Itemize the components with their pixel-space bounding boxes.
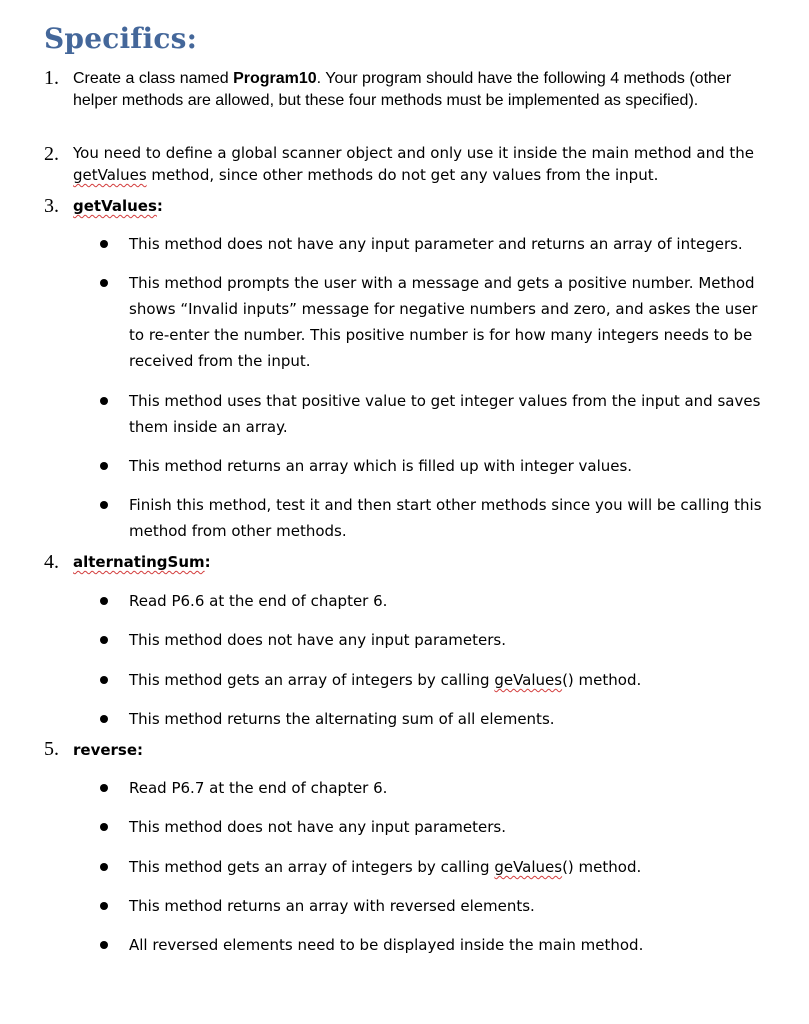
bullet-text: All reversed elements need to be displayed inside the main method. (129, 936, 644, 954)
bullet-dot (100, 240, 108, 248)
bullet-suffix: () method. (562, 671, 642, 689)
bullet-text: This method returns an array with reversed elements. (129, 897, 535, 915)
bullet-text: Read P6.7 at the end of chapter 6. (129, 779, 388, 797)
bullet-dot (100, 715, 108, 723)
item-2-text (73, 142, 763, 186)
bullet-suffix: () method. (562, 858, 642, 876)
bullet-dot (100, 279, 108, 287)
item-number-2: 2. (44, 143, 59, 165)
bullet-dot (100, 397, 108, 405)
method-name-gevalues: geValues (494, 671, 563, 689)
bullet-text (129, 854, 769, 880)
bullet-text: This method returns the alternating sum of all elements. (129, 710, 555, 728)
bullet-dot (100, 676, 108, 684)
bullet-dot (100, 636, 108, 644)
item-4-title (73, 552, 211, 572)
bullet-dot (100, 823, 108, 831)
bullet-text: This method uses that positive value to get integer values from the input and saves them inside an array. (129, 392, 761, 436)
bullet-dot (100, 501, 108, 509)
item-5-title: reverse: (73, 741, 144, 759)
item-3-title-colon: : (156, 197, 163, 215)
item-number-3: 3. (44, 195, 59, 217)
bullet-text (129, 667, 769, 693)
item-1-prefix: Create a class named (73, 70, 234, 87)
item-3-title-name: getValues (73, 197, 157, 215)
item-2-suffix: method, since other methods do not get any values from the input. (146, 166, 659, 184)
bullet-prefix: This method gets an array of integers by calling (129, 671, 495, 689)
section-heading: Specifics: (44, 22, 198, 55)
class-name: Program10 (233, 70, 317, 87)
bullet-dot (100, 941, 108, 949)
bullet-text: This method does not have any input parameters. (129, 818, 506, 836)
method-name-getvalues: getValues (73, 166, 147, 184)
bullet-dot (100, 784, 108, 792)
bullet-dot (100, 863, 108, 871)
bullet-text: Read P6.6 at the end of chapter 6. (129, 592, 388, 610)
item-1-suffix: . Your program should have the following 4 methods (other helper methods are allowed, but these four methods must be implemented as specified). (73, 70, 732, 109)
bullet-text: This method does not have any input parameter and returns an array of integers. (129, 235, 743, 253)
bullet-dot (100, 597, 108, 605)
method-name-gevalues: geValues (494, 858, 563, 876)
item-2-prefix: You need to define a global scanner object and only use it inside the main method and the (73, 144, 755, 162)
bullet-dot (100, 902, 108, 910)
item-number-1: 1. (44, 67, 59, 89)
item-number-4: 4. (44, 551, 59, 573)
item-1-text (73, 68, 763, 112)
bullet-text: Finish this method, test it and then start other methods since you will be calling this method from other methods. (129, 496, 762, 540)
bullet-text: This method returns an array which is filled up with integer values. (129, 457, 633, 475)
bullet-text: This method does not have any input parameters. (129, 631, 506, 649)
bullet-dot (100, 462, 108, 470)
item-number-5: 5. (44, 738, 59, 760)
bullet-text: This method prompts the user with a message and gets a positive number. Method shows “Invalid inputs” message for negative numbers and zero, and askes the user to re-enter the number. This positive number is for how many integers needs to be received from the input. (129, 274, 758, 370)
item-4-title-name: alternatingSum (73, 553, 205, 571)
item-4-title-colon: : (204, 553, 211, 571)
item-3-title (73, 196, 163, 216)
bullet-prefix: This method gets an array of integers by calling (129, 858, 495, 876)
